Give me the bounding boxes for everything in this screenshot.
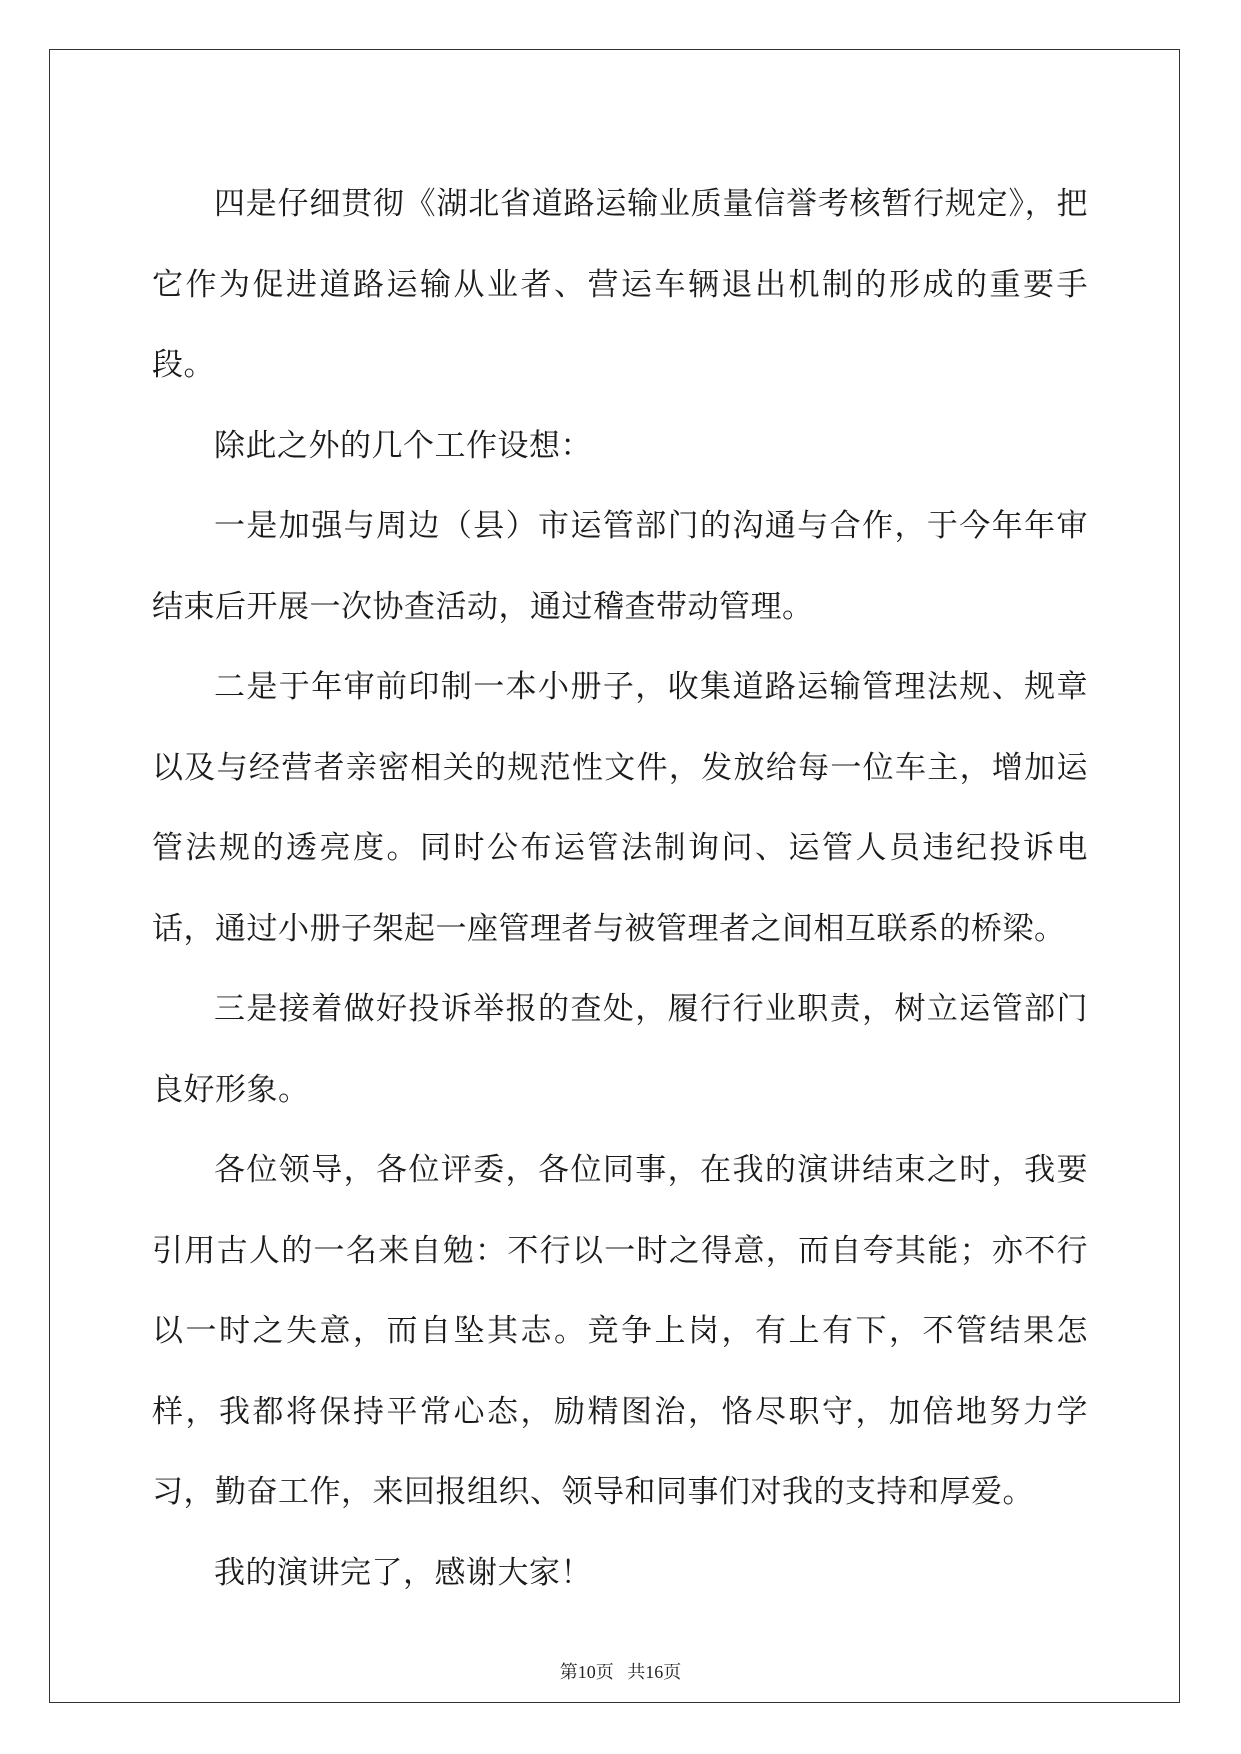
document-body	[152, 164, 1088, 1613]
paragraph-4: 四是仔细贯彻《湖北省道路运输业质量信誉考核暂行规定》，把它作为促进道路运输从业者、营运车辆退出机制的形成的重要手段。	[152, 186, 1088, 383]
paragraph-thanks: 我的演讲完了，感谢大家！	[214, 1554, 592, 1591]
page-current-number: 10	[577, 1662, 596, 1682]
page-suffix: 页	[663, 1662, 682, 1682]
page-total-number: 16	[645, 1662, 664, 1682]
paragraph-plan-3: 三是接着做好投诉举报的查处，履行行业职责，树立运管部门良好形象。	[152, 991, 1088, 1108]
paragraph-plan-2: 二是于年审前印制一本小册子，收集道路运输管理法规、规章以及与经营者亲密相关的规范性文件，发放给每一位车主，增加运管法规的透亮度。同时公布运管法制询问、运管人员违纪投诉电话，通过小册子架起一座管理者与被管理者之间相互联系的桥梁。	[152, 669, 1088, 947]
paragraph-other-plans-heading: 除此之外的几个工作设想：	[214, 427, 592, 464]
paragraph-closing-remarks: 各位领导，各位评委，各位同事，在我的演讲结束之时，我要引用古人的一名来自勉：不行以一时之得意，而自夸其能；亦不行以一时之失意，而自坠其志。竞争上岗，有上有下，不管结果怎样，我都将保持平常心态，励精图治，恪尽职守，加倍地努力学习，勤奋工作，来回报组织、领导和同事们对我的支持和厚爱。	[152, 1152, 1088, 1510]
page-mid-text: 页 共	[595, 1662, 646, 1682]
page-prefix: 第	[559, 1662, 578, 1682]
page-number-footer	[0, 1658, 1241, 1684]
paragraph-plan-1: 一是加强与周边（县）市运管部门的沟通与合作，于今年年审结束后开展一次协查活动，通过稽查带动管理。	[152, 508, 1088, 625]
